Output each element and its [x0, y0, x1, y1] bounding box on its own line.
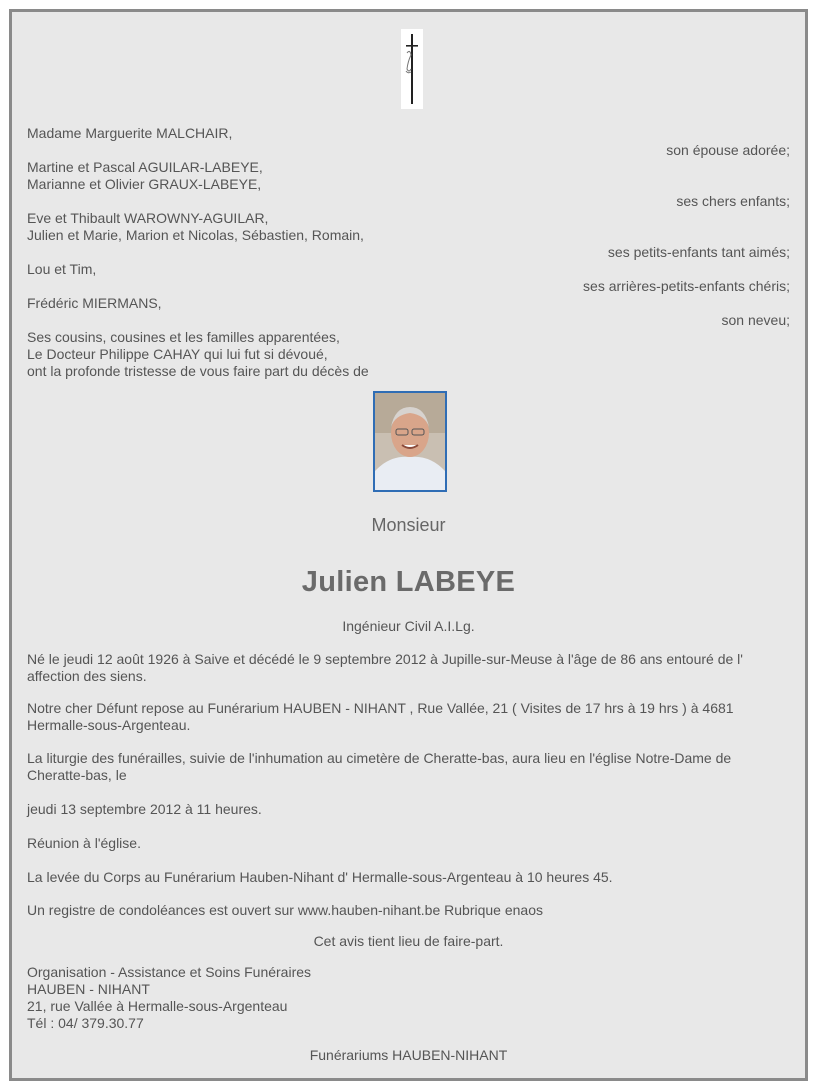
deceased-title: Ingénieur Civil A.I.Lg.	[342, 618, 475, 634]
deceased-name: Julien LABEYE	[301, 566, 516, 598]
death-notice-card	[9, 9, 808, 1081]
repose-paragraph: Notre cher Défunt repose au Funérarium HAUBEN - NIHANT , Rue Vallée, 21 ( Visites de 17 hrs à 19 hrs ) à 4681 Hermalle-sous-Argenteau.	[27, 700, 734, 733]
levee-text: La levée du Corps au Funérarium Hauben-Nihant d' Hermalle-sous-Argenteau à 10 heures 45.	[27, 869, 613, 885]
honorific: Monsieur	[371, 515, 446, 535]
liturgy-paragraph: La liturgie des funérailles, suivie de l'inhumation au cimetère de Cheratte-bas, aura lieu en l'église Notre-Dame de Cheratte-bas, le	[27, 750, 732, 783]
birth-death-paragraph: Né le jeudi 12 août 1926 à Saive et décédé le 9 septembre 2012 à Jupille-sur-Meuse à l'âge de 86 ans entouré de l' affection des siens.	[27, 651, 743, 684]
family-spouse: Madame Marguerite MALCHAIR, son épouse adorée;	[27, 125, 790, 158]
meeting-text: Réunion à l'église.	[27, 835, 141, 851]
register-text: Un registre de condoléances est ouvert sur www.hauben-nihant.be Rubrique enaos	[27, 902, 543, 918]
family-closing: Ses cousins, cousines et les familles apparentées, Le Docteur Philippe CAHAY qui lui fut si dévoué, ont la profonde tristesse de vous faire part du décès de	[27, 329, 369, 379]
footer-text: Funérariums HAUBEN-NIHANT	[309, 1047, 508, 1063]
family-grandchildren: Eve et Thibault WAROWNY-AGUILAR, Julien et Marie, Marion et Nicolas, Sébastien, Romain, ses petits-enfants tant aimés;	[27, 210, 790, 260]
family-nephew: Frédéric MIERMANS, son neveu;	[27, 295, 790, 328]
family-great-grandchildren: Lou et Tim, ses arrières-petits-enfants chéris;	[27, 261, 790, 294]
family-children: Martine et Pascal AGUILAR-LABEYE, Marianne et Olivier GRAUX-LABEYE, ses chers enfants;	[27, 159, 790, 209]
organisation-block: Organisation - Assistance et Soins Funéraires HAUBEN - NIHANT 21, rue Vallée à Hermalle-sous-Argenteau Tél : 04/ 379.30.77	[27, 964, 312, 1031]
funeral-date: jeudi 13 septembre 2012 à 11 heures.	[27, 801, 262, 817]
notice-text: Cet avis tient lieu de faire-part.	[313, 933, 504, 949]
deceased-photo	[373, 391, 447, 492]
cross-icon	[401, 29, 423, 109]
